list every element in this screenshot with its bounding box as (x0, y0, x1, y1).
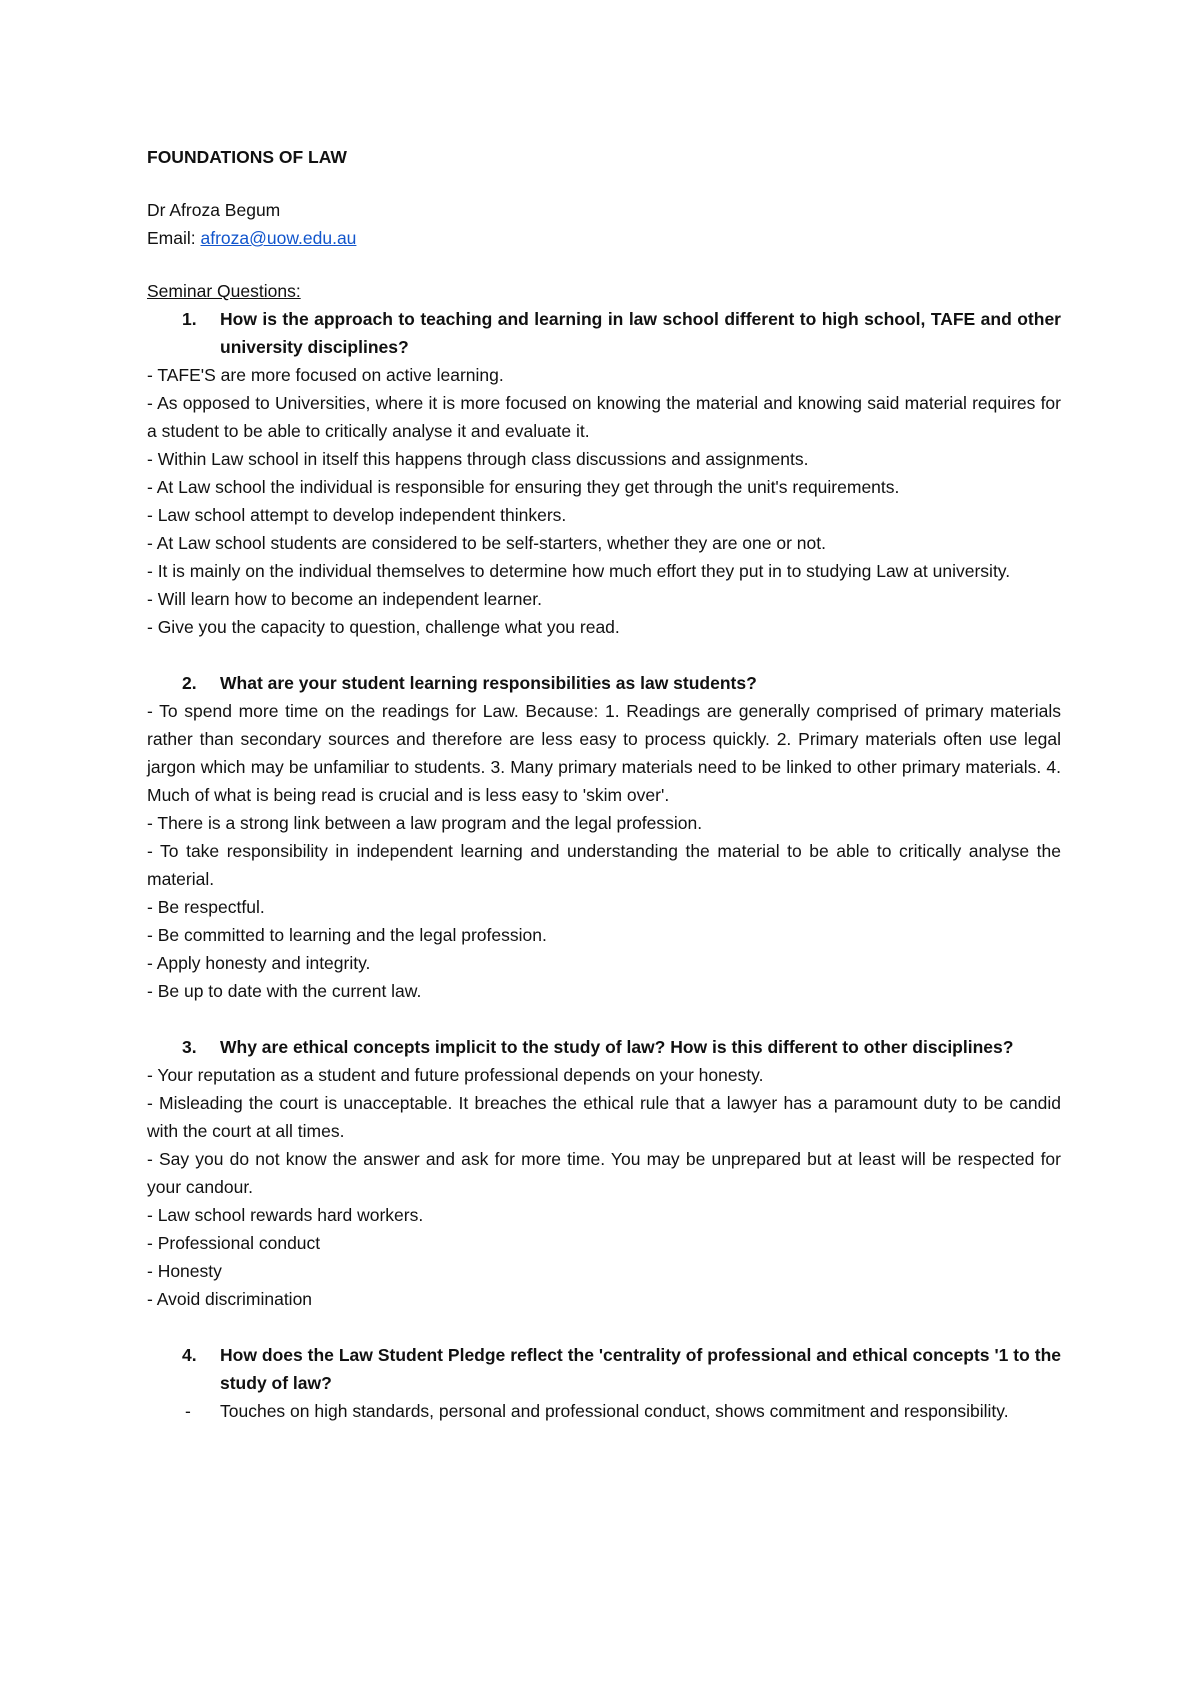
question-3 (147, 1033, 1061, 1061)
answer-line: - Be committed to learning and the legal profession. (147, 925, 547, 945)
answer-line: - Law school attempt to develop independent thinkers. (147, 505, 567, 525)
answer-line: - Will learn how to become an independent learner. (147, 589, 542, 609)
answer-line: - To spend more time on the readings for Law. Because: 1. Readings are generally comprised of primary materials rather than secondary sources and therefore are less easy to process quickly. 2. Primary materials often use legal jargon which may be unfamiliar to students. 3. Many primary materials need to be linked to other primary materials. 4. Much of what is being read is crucial and is less easy to 'skim over'. (147, 701, 1061, 805)
answer-line: - To take responsibility in independent learning and understanding the material to be able to critically analyse the material. (147, 841, 1061, 889)
document-title: FOUNDATIONS OF LAW (147, 147, 347, 167)
answer-line: - It is mainly on the individual themselves to determine how much effort they put in to studying Law at university. (147, 561, 1011, 581)
question-number: 2. (182, 673, 197, 693)
question-4 (147, 1341, 1061, 1397)
answer-line: - Your reputation as a student and future professional depends on your honesty. (147, 1065, 764, 1085)
dash-list-item (147, 1397, 1061, 1425)
dash-item-text: Touches on high standards, personal and professional conduct, shows commitment and responsibility. (220, 1401, 1009, 1421)
answer-line: - Misleading the court is unacceptable. It breaches the ethical rule that a lawyer has a paramount duty to be candid with the court at all times. (147, 1093, 1061, 1141)
question-number: 1. (182, 309, 197, 329)
answer-line: - TAFE'S are more focused on active learning. (147, 365, 504, 385)
paragraph-spacer (147, 1313, 1061, 1341)
answer-line: - Law school rewards hard workers. (147, 1205, 424, 1225)
question-1 (147, 305, 1061, 361)
question-text: Why are ethical concepts implicit to the study of law? How is this different to other disciplines? (220, 1037, 1014, 1057)
answer-line: - Within Law school in itself this happens through class discussions and assignments. (147, 449, 809, 469)
answer-line: - At Law school students are considered to be self-starters, whether they are one or not. (147, 533, 826, 553)
paragraph-spacer (147, 1005, 1061, 1033)
question-number: 3. (182, 1037, 197, 1057)
email-line (147, 224, 1061, 252)
paragraph-spacer (147, 641, 1061, 669)
seminar-heading: Seminar Questions: (147, 281, 301, 301)
question-text: How does the Law Student Pledge reflect the 'centrality of professional and ethical concepts '1 to the study of law? (220, 1345, 1061, 1393)
question-text: How is the approach to teaching and learning in law school different to high school, TAFE and other university disciplines? (220, 309, 1061, 357)
answer-line: - Professional conduct (147, 1233, 321, 1253)
document-content (147, 143, 1061, 1425)
answer-line: - Be up to date with the current law. (147, 981, 422, 1001)
answer-line: - At Law school the individual is responsible for ensuring they get through the unit's requirements. (147, 477, 900, 497)
answer-line: - Honesty (147, 1261, 222, 1281)
question-text: What are your student learning responsibilities as law students? (220, 673, 757, 693)
answer-line: - Avoid discrimination (147, 1289, 313, 1309)
question-number: 4. (182, 1345, 197, 1365)
answer-line: - As opposed to Universities, where it is more focused on knowing the material and knowing said material requires for a student to be able to critically analyse it and evaluate it. (147, 393, 1061, 441)
answer-line: - Give you the capacity to question, challenge what you read. (147, 617, 620, 637)
dash-bullet: - (185, 1401, 191, 1421)
answer-line: - Apply honesty and integrity. (147, 953, 371, 973)
email-link[interactable]: afroza@uow.edu.au (200, 228, 357, 248)
author-name: Dr Afroza Begum (147, 200, 281, 220)
answer-line: - Say you do not know the answer and ask for more time. You may be unprepared but at least will be respected for your candour. (147, 1149, 1061, 1197)
answer-line: - Be respectful. (147, 897, 265, 917)
answer-line: - There is a strong link between a law program and the legal profession. (147, 813, 703, 833)
question-2 (147, 669, 1061, 697)
email-label: Email: (147, 228, 201, 248)
